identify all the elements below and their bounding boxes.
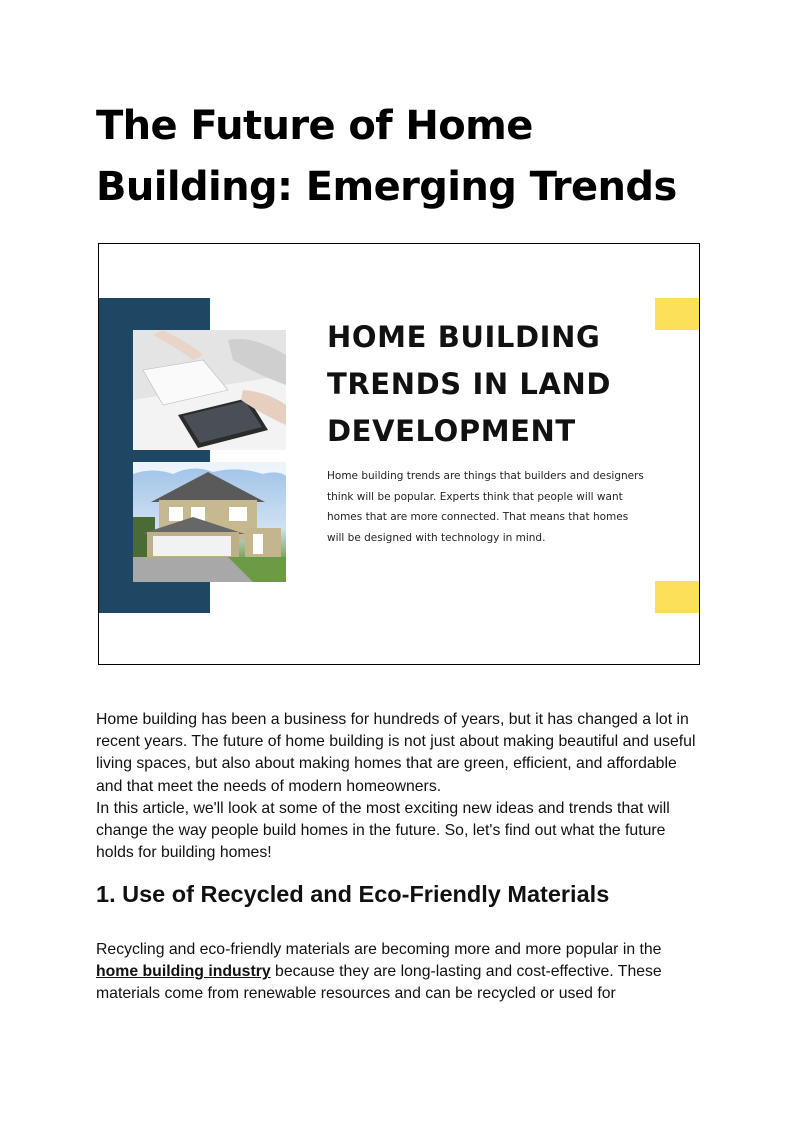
yellow-accent-bottom xyxy=(655,581,699,613)
paragraph-text: because they are long-lasting and cost-effective. These materials come from renewable resources and can be recycled or used for xyxy=(96,963,662,1003)
intro-paragraph: In this article, we'll look at some of the most exciting new ideas and trends that will change the way people build homes in the future. So, let's find out what the future holds for building homes! xyxy=(96,800,670,862)
hero-heading-line: TRENDS IN LAND xyxy=(327,367,612,401)
intro-paragraph: Home building has been a business for hundreds of years, but it has changed a lot in recent years. The future of home building is not just about making beautiful and useful living spaces, but also about making homes that are green, efficient, and affordable and that meet the needs of modern homeowners. xyxy=(96,711,696,795)
hero-image xyxy=(98,243,700,665)
section-heading: 1. Use of Recycled and Eco-Friendly Materials xyxy=(96,881,610,907)
office-meeting-photo xyxy=(133,330,286,450)
hero-heading xyxy=(327,314,687,455)
page-title: The Future of Home Building: Emerging Trends xyxy=(96,103,677,210)
house-photo xyxy=(133,462,286,582)
section-paragraph xyxy=(96,939,701,1006)
hero-description: Home building trends are things that builders and designers think will be popular. Experts think that people will want homes that are more connected. That means that homes will be designed with technology in mind. xyxy=(327,470,644,544)
hero-heading-line: HOME BUILDING xyxy=(327,320,601,354)
paragraph-text: Recycling and eco-friendly materials are becoming more and more popular in the xyxy=(96,941,662,958)
home-building-industry-link[interactable]: home building industry xyxy=(96,963,271,981)
hero-heading-line: DEVELOPMENT xyxy=(327,414,576,448)
